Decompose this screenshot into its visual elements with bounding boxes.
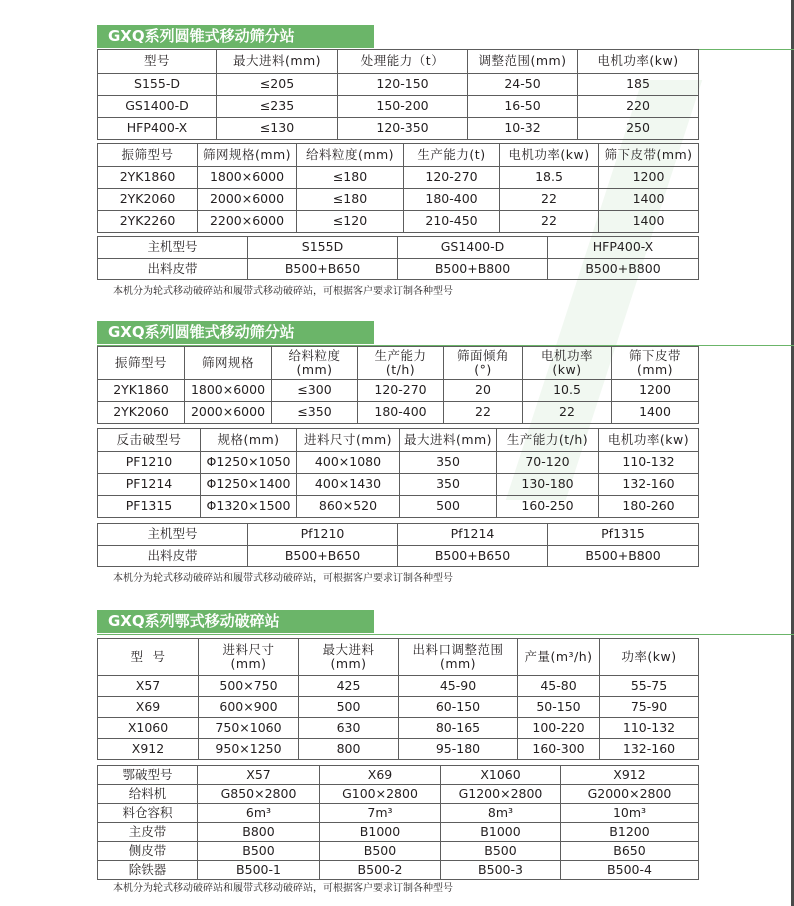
table-cell: GS1400-D [98, 96, 217, 118]
header-cell [358, 347, 444, 380]
header-text: 产量(m³/h) [524, 648, 593, 664]
table-row [98, 211, 699, 233]
table-header-row [98, 144, 699, 167]
table-row [98, 259, 699, 280]
header-text: 电机功率 [540, 347, 593, 363]
table-cell: 主皮带 [98, 823, 198, 842]
table-cell: Φ1320×1500 [201, 496, 297, 518]
table-cell: S155D [248, 237, 398, 259]
table-cell: 2YK2060 [98, 189, 198, 211]
table-cell: B500+B650 [248, 546, 398, 567]
header-cell: 电机功率(kw) [578, 50, 699, 74]
table-cell: 250 [578, 118, 699, 140]
header-unit: (mm) [439, 656, 477, 671]
section-cone-screening-2 [97, 321, 698, 586]
table-row [98, 718, 699, 739]
header-cell [98, 347, 185, 380]
header-cell [612, 347, 699, 380]
table-cell: B500 [198, 842, 320, 861]
header-cell: 进料尺寸(mm) [297, 429, 400, 452]
table-cell: ≤130 [217, 118, 338, 140]
table-header-row [98, 429, 699, 452]
table-cell: 132-160 [599, 474, 699, 496]
table-header-row [98, 639, 699, 676]
table-row [98, 842, 699, 861]
table-cell: 10.5 [523, 380, 612, 402]
header-cell: 调整范围(mm) [468, 50, 578, 74]
table-header-row [98, 347, 699, 380]
table-cell: 1400 [612, 402, 699, 424]
table-cell: Pf1315 [548, 524, 699, 546]
table-cell: 1400 [599, 211, 699, 233]
table-cell: 600×900 [199, 697, 299, 718]
table-cell: B500-3 [441, 861, 561, 880]
table-cell: 24-50 [468, 74, 578, 96]
table-cell: 主机型号 [98, 524, 248, 546]
table-cell: 160-250 [497, 496, 599, 518]
table-cell: 22 [500, 189, 599, 211]
table-row [98, 496, 699, 518]
table-cell: 70-120 [497, 452, 599, 474]
footnote: 本机分为轮式移动破碎站和履带式移动破碎站，可根据客户要求订制各种型号 [113, 286, 453, 297]
table-cell: Φ1250×1400 [201, 474, 297, 496]
table-cell: 180-260 [599, 496, 699, 518]
table-cell: GS1400-D [398, 237, 548, 259]
table-row [98, 237, 699, 259]
table-cell: 120-270 [358, 380, 444, 402]
table-cell: 60-150 [399, 697, 518, 718]
header-text: 筛网规格 [201, 354, 254, 370]
table-cell: 210-450 [404, 211, 500, 233]
table-cell: 10m³ [561, 804, 699, 823]
table-cell: 185 [578, 74, 699, 96]
table-cell: 2YK1860 [98, 167, 198, 189]
table-cell: 2200×6000 [198, 211, 297, 233]
header-cell [299, 639, 399, 676]
header-text: 型 号 [130, 648, 166, 664]
table-cell: B500-1 [198, 861, 320, 880]
table-row [98, 452, 699, 474]
table-cell: 2YK1860 [98, 380, 185, 402]
table-row [98, 474, 699, 496]
footnote: 本机分为轮式移动破碎站和履带式移动破碎站，可根据客户要求订制各种型号 [113, 573, 453, 584]
table-cell: 10-32 [468, 118, 578, 140]
output-belt-table-2 [97, 523, 699, 567]
table-cell: 22 [523, 402, 612, 424]
table-cell: 75-90 [600, 697, 699, 718]
header-unit: (°) [474, 362, 492, 377]
table-cell: 750×1060 [199, 718, 299, 739]
table-cell: 出料皮带 [98, 259, 248, 280]
table-cell: B500+B800 [548, 546, 699, 567]
table-cell: 95-180 [399, 739, 518, 760]
table-cell: 2000×6000 [198, 189, 297, 211]
header-cell: 电机功率(kw) [599, 429, 699, 452]
jaw-crusher-config-table [97, 765, 699, 880]
table-cell: ≤205 [217, 74, 338, 96]
header-cell [272, 347, 358, 380]
table-cell: 2YK2260 [98, 211, 198, 233]
table-row [98, 118, 699, 140]
table-cell: 16-50 [468, 96, 578, 118]
table-row [98, 167, 699, 189]
header-unit: (kw) [552, 362, 582, 377]
header-text: 筛下皮带 [628, 347, 681, 363]
header-text: 最大进料 [322, 641, 375, 657]
output-belt-table [97, 236, 699, 280]
table-cell: HFP400-X [98, 118, 217, 140]
table-cell: 6m³ [198, 804, 320, 823]
table-cell: 800 [299, 739, 399, 760]
table-row [98, 546, 699, 567]
table-row [98, 676, 699, 697]
header-cell [185, 347, 272, 380]
table-cell: B1000 [441, 823, 561, 842]
table-cell: 7m³ [320, 804, 441, 823]
section-jaw-crusher [97, 610, 698, 895]
table-cell: B1000 [320, 823, 441, 842]
table-cell: B650 [561, 842, 699, 861]
table-cell: 425 [299, 676, 399, 697]
header-text: 生产能力 [374, 347, 427, 363]
table-cell: B500+B800 [548, 259, 699, 280]
header-cell [523, 347, 612, 380]
jaw-crusher-spec-table [97, 638, 699, 760]
table-row [98, 402, 699, 424]
table-cell: B500 [441, 842, 561, 861]
table-cell: PF1315 [98, 496, 201, 518]
table-cell: B500 [320, 842, 441, 861]
section-cone-screening-1 [97, 25, 698, 295]
table-cell: 350 [400, 452, 497, 474]
header-cell: 电机功率(kw) [500, 144, 599, 167]
table-row [98, 189, 699, 211]
header-text: 出料口调整范围 [412, 641, 504, 657]
table-cell: 500 [299, 697, 399, 718]
table-cell: 55-75 [600, 676, 699, 697]
table-cell: ≤180 [297, 167, 404, 189]
table-row [98, 380, 699, 402]
table-row [98, 804, 699, 823]
table-cell: B500+B800 [398, 259, 548, 280]
header-unit: (mm) [230, 656, 267, 671]
table-cell: B1200 [561, 823, 699, 842]
table-cell: HFP400-X [548, 237, 699, 259]
header-cell: 给料粒度(mm) [297, 144, 404, 167]
table-cell: 除铁器 [98, 861, 198, 880]
header-cell: 筛下皮带(mm) [599, 144, 699, 167]
header-cell [600, 639, 699, 676]
table-cell: 1200 [612, 380, 699, 402]
header-text: 功率(kw) [621, 648, 677, 664]
header-cell [444, 347, 523, 380]
table-cell: 110-132 [600, 718, 699, 739]
table-cell: 给料机 [98, 785, 198, 804]
section-title: GXQ系列鄂式移动破碎站 [97, 610, 374, 633]
table-cell: PF1210 [98, 452, 201, 474]
header-cell: 振筛型号 [98, 144, 198, 167]
header-unit: (mm) [330, 656, 367, 671]
table-cell: 120-350 [338, 118, 468, 140]
table-row [98, 861, 699, 880]
table-cell: 2000×6000 [185, 402, 272, 424]
table-cell: 出料皮带 [98, 546, 248, 567]
table-cell: X57 [198, 766, 320, 785]
table-cell: ≤300 [272, 380, 358, 402]
table-cell: B500+B650 [248, 259, 398, 280]
table-cell: X1060 [98, 718, 199, 739]
table-row [98, 766, 699, 785]
table-cell: 110-132 [599, 452, 699, 474]
header-cell: 生产能力(t) [404, 144, 500, 167]
table-cell: X69 [320, 766, 441, 785]
table-row [98, 785, 699, 804]
header-cell: 规格(mm) [201, 429, 297, 452]
table-cell: 80-165 [399, 718, 518, 739]
table-cell: 120-150 [338, 74, 468, 96]
table-cell: 132-160 [600, 739, 699, 760]
header-unit: (mm) [636, 362, 674, 377]
spec-table-screen [97, 143, 699, 233]
table-cell: 18.5 [500, 167, 599, 189]
table-cell: X69 [98, 697, 199, 718]
header-text: 给料粒度 [288, 347, 341, 363]
table-cell: B500+B650 [398, 546, 548, 567]
table-cell: 1200 [599, 167, 699, 189]
table-cell: 860×520 [297, 496, 400, 518]
header-cell: 筛网规格(mm) [198, 144, 297, 167]
table-cell: 50-150 [518, 697, 600, 718]
table-cell: 950×1250 [199, 739, 299, 760]
table-cell: 120-270 [404, 167, 500, 189]
table-cell: S155-D [98, 74, 217, 96]
table-cell: ≤180 [297, 189, 404, 211]
table-cell: ≤350 [272, 402, 358, 424]
table-cell: 22 [500, 211, 599, 233]
table-cell: 500 [400, 496, 497, 518]
table-cell: 130-180 [497, 474, 599, 496]
table-cell: X912 [561, 766, 699, 785]
header-cell [399, 639, 518, 676]
header-unit: (mm) [296, 362, 333, 377]
table-cell: 350 [400, 474, 497, 496]
table-row [98, 96, 699, 118]
table-cell: 20 [444, 380, 523, 402]
footnote: 本机分为轮式移动破碎站和履带式移动破碎站，可根据客户要求订制各种型号 [113, 883, 453, 894]
header-text: 振筛型号 [114, 354, 167, 370]
table-cell: 8m³ [441, 804, 561, 823]
header-unit: (t/h) [385, 362, 416, 377]
table-row [98, 823, 699, 842]
table-cell: ≤120 [297, 211, 404, 233]
table-row [98, 524, 699, 546]
header-text: 进料尺寸 [222, 641, 275, 657]
table-cell: Pf1210 [248, 524, 398, 546]
table-cell: 1800×6000 [185, 380, 272, 402]
table-cell: Φ1250×1050 [201, 452, 297, 474]
table-cell: X1060 [441, 766, 561, 785]
table-cell: 侧皮带 [98, 842, 198, 861]
header-cell: 反击破型号 [98, 429, 201, 452]
header-cell: 生产能力(t/h) [497, 429, 599, 452]
table-cell: 500×750 [199, 676, 299, 697]
header-cell: 最大进料(mm) [217, 50, 338, 74]
header-cell [199, 639, 299, 676]
table-header-row [98, 50, 699, 74]
table-cell: 1400 [599, 189, 699, 211]
table-cell: G100×2800 [320, 785, 441, 804]
table-cell: G1200×2800 [441, 785, 561, 804]
table-cell: G2000×2800 [561, 785, 699, 804]
impact-crusher-table [97, 428, 699, 518]
table-row [98, 74, 699, 96]
header-cell [518, 639, 600, 676]
table-cell: 100-220 [518, 718, 600, 739]
header-cell: 型号 [98, 50, 217, 74]
table-cell: 鄂破型号 [98, 766, 198, 785]
table-cell: 45-80 [518, 676, 600, 697]
table-cell: 22 [444, 402, 523, 424]
table-row [98, 739, 699, 760]
table-cell: Pf1214 [398, 524, 548, 546]
table-cell: 400×1080 [297, 452, 400, 474]
table-cell: 400×1430 [297, 474, 400, 496]
section-title: GXQ系列圆锥式移动筛分站 [97, 25, 374, 48]
table-cell: B800 [198, 823, 320, 842]
table-cell: 630 [299, 718, 399, 739]
table-cell: G850×2800 [198, 785, 320, 804]
spec-table-cone [97, 49, 699, 140]
table-cell: 45-90 [399, 676, 518, 697]
table-cell: X912 [98, 739, 199, 760]
table-cell: 180-400 [404, 189, 500, 211]
table-cell: 220 [578, 96, 699, 118]
table-cell: 180-400 [358, 402, 444, 424]
table-row [98, 697, 699, 718]
table-cell: 150-200 [338, 96, 468, 118]
table-cell: 主机型号 [98, 237, 248, 259]
header-cell [98, 639, 199, 676]
table-cell: 160-300 [518, 739, 600, 760]
table-cell: 料仓容积 [98, 804, 198, 823]
table-cell: B500-4 [561, 861, 699, 880]
table-cell: 1800×6000 [198, 167, 297, 189]
spec-table-screen-2 [97, 346, 699, 424]
section-title: GXQ系列圆锥式移动筛分站 [97, 321, 374, 344]
table-cell: X57 [98, 676, 199, 697]
header-text: 筛面倾角 [456, 347, 509, 363]
table-cell: B500-2 [320, 861, 441, 880]
table-cell: 2YK2060 [98, 402, 185, 424]
table-cell: ≤235 [217, 96, 338, 118]
header-cell: 最大进料(mm) [400, 429, 497, 452]
header-cell: 处理能力（t） [338, 50, 468, 74]
table-cell: PF1214 [98, 474, 201, 496]
